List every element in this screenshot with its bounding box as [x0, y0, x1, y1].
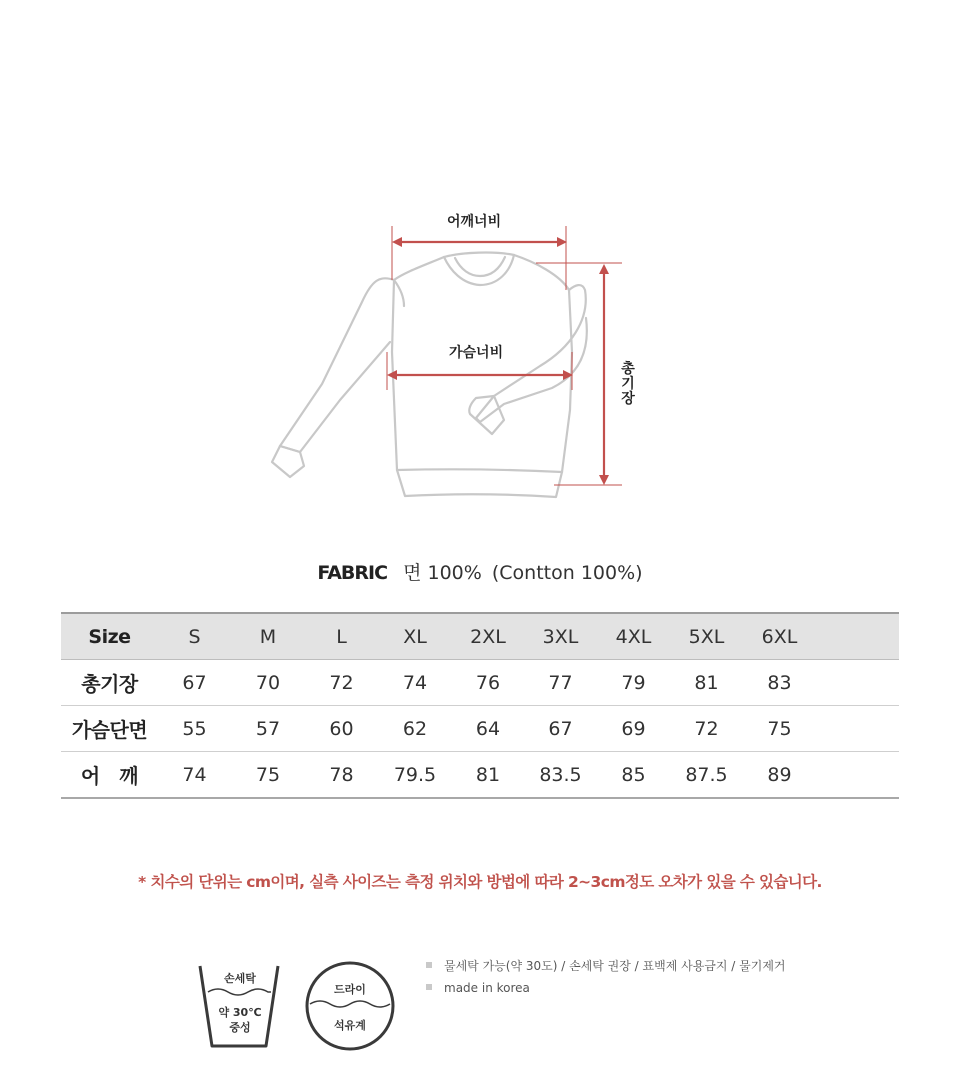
table-cell: 62	[378, 706, 452, 752]
dry-clean-label: 드라이	[334, 983, 366, 996]
table-cell: 74	[378, 660, 452, 706]
size-header-cell: XL	[378, 613, 452, 660]
table-cell: 60	[305, 706, 378, 752]
table-cell: 64	[452, 706, 524, 752]
row-label: 어 깨	[61, 752, 158, 799]
size-header-cell: L	[305, 613, 378, 660]
table-row	[61, 706, 899, 752]
measurement-notice: * 치수의 단위는 cm이며, 실측 사이즈는 측정 위치와 방법에 따라 2~3cm정도 오차가 있을 수 있습니다.	[138, 873, 822, 891]
row-label: 가슴단면	[61, 706, 158, 752]
fabric-info	[0, 558, 960, 585]
garment-left-sleeve-outline	[280, 278, 394, 452]
list-item: 물세탁 가능(약 30도) / 손세탁 권장 / 표백제 사용금지 / 물기제거	[426, 958, 786, 980]
table-cell: 67	[158, 660, 231, 706]
hand-wash-label: 손세탁	[224, 972, 256, 985]
table-cell: 72	[670, 706, 743, 752]
shoulder-width-label: 어깨너비	[447, 214, 502, 230]
size-header-cell: 4XL	[597, 613, 670, 660]
size-header-cell: 6XL	[743, 613, 816, 660]
chest-width-label: 가슴너비	[449, 345, 504, 361]
list-item: made in korea	[426, 980, 786, 1002]
table-cell: 72	[305, 660, 378, 706]
size-header-cell: M	[231, 613, 305, 660]
dry-clean-icon	[307, 963, 393, 1049]
size-header-cell: 3XL	[524, 613, 597, 660]
table-cell: 70	[231, 660, 305, 706]
table-cell: 78	[305, 752, 378, 799]
table-cell: 85	[597, 752, 670, 799]
table-cell: 76	[452, 660, 524, 706]
fabric-composition: 면 100%	[403, 562, 482, 584]
table-row	[61, 752, 899, 799]
fabric-composition-english: (Contton 100%)	[491, 562, 643, 584]
bullet-icon	[426, 962, 432, 968]
table-cell: 77	[524, 660, 597, 706]
garment-left-cuff-outline	[272, 446, 304, 477]
table-cell: 81	[452, 752, 524, 799]
table-cell: 75	[743, 706, 816, 752]
table-cell: 81	[670, 660, 743, 706]
table-cell: 74	[158, 752, 231, 799]
size-table	[61, 612, 899, 799]
table-cell: 55	[158, 706, 231, 752]
row-label: 총기장	[61, 660, 158, 706]
fabric-label: FABRIC	[317, 562, 388, 584]
table-cell: 79.5	[378, 752, 452, 799]
table-cell: 83	[743, 660, 816, 706]
table-cell: 79	[597, 660, 670, 706]
table-cell: 87.5	[670, 752, 743, 799]
table-cell: 89	[743, 752, 816, 799]
care-notes	[426, 958, 786, 1002]
table-cell: 83.5	[524, 752, 597, 799]
size-header-cell: 5XL	[670, 613, 743, 660]
table-cell: 67	[524, 706, 597, 752]
wash-mode: 중성	[229, 1021, 251, 1034]
garment-right-cuff-outline	[469, 396, 504, 434]
total-length-label: 총기장	[621, 361, 635, 407]
table-cell: 69	[597, 706, 670, 752]
size-header-cell: 2XL	[452, 613, 524, 660]
table-cell: 57	[231, 706, 305, 752]
size-header-cell: S	[158, 613, 231, 660]
size-header-label: Size	[61, 613, 158, 660]
table-row	[61, 660, 899, 706]
dry-clean-solvent: 석유계	[334, 1019, 366, 1032]
table-cell: 75	[231, 752, 305, 799]
garment-hem-outline	[397, 470, 562, 497]
bullet-icon	[426, 984, 432, 990]
wash-temperature: 약 30℃	[218, 1006, 262, 1019]
size-header-row	[61, 613, 899, 660]
